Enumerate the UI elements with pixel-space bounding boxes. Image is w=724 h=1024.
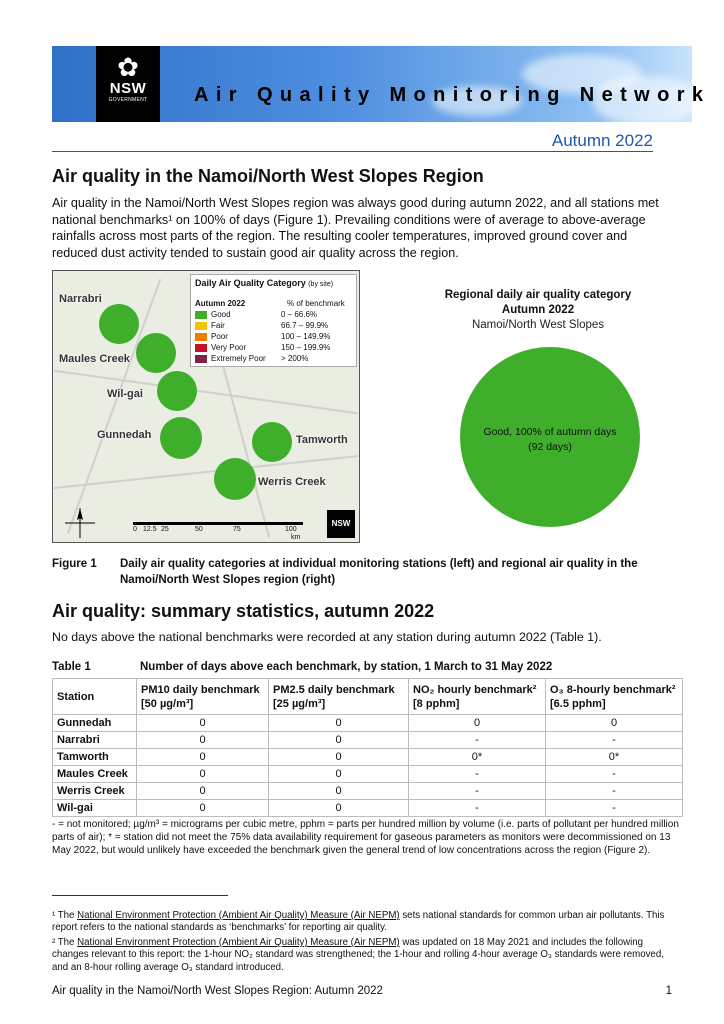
value-cell: 0 <box>137 749 269 766</box>
value-cell: - <box>409 766 546 783</box>
table-row <box>53 766 683 783</box>
station-cell: Gunnedah <box>53 715 137 732</box>
map-nsw-logo: NSW <box>327 510 355 538</box>
nsw-government-logo: ✿ NSW GOVERNMENT <box>96 46 160 122</box>
value-cell: - <box>546 800 683 817</box>
town-label: Wil-gai <box>107 388 143 400</box>
pie-slice-days-label: (92 days) <box>528 441 572 453</box>
table-row <box>53 749 683 766</box>
intro-paragraph: Air quality in the Namoi/North West Slopes region was always good during autumn 2022, and all stations met national benchmarks¹ on 100% of days (Figure 1). Prevailing conditions were of average to above-average rainfalls across most parts of the region. The resulting cooler temperatures, improved ground cover and reduced dust activity tended to sustain good air quality across the region. <box>52 196 659 260</box>
value-cell: 0 <box>269 783 409 800</box>
value-cell: 0* <box>546 749 683 766</box>
pie-slice-label: Good, 100% of autumn days <box>483 426 617 438</box>
legend-row-very-poor: Very Poor 150 – 199.9% <box>195 343 355 353</box>
col-header: PM10 daily benchmark [50 µg/m³] <box>137 679 269 715</box>
value-cell: 0 <box>269 749 409 766</box>
town-label: Werris Creek <box>258 476 326 488</box>
town-label: Narrabri <box>59 293 102 305</box>
town-label: Tamworth <box>296 434 348 446</box>
station-cell: Maules Creek <box>53 766 137 783</box>
map-legend: Daily Air Quality Category (by site) Autumn 2022 % of benchmark Good 0 – 66.6% Fair 66.7 – 99.9% Poor 100 – 149.9% Very Poor 150 – 199.9% Extremely Poor > 200% <box>190 274 357 367</box>
value-cell: 0 <box>409 715 546 732</box>
header-divider <box>52 151 653 152</box>
col-header: O₃ 8-hourly benchmark² [6.5 pphm] <box>546 679 683 715</box>
station-pin-narrabri[interactable] <box>99 304 139 344</box>
regional-pie-chart <box>458 345 642 529</box>
table-caption: Table 1 Number of days above each benchmark, by station, 1 March to 31 May 2022 <box>52 661 553 673</box>
col-header: PM2.5 daily benchmark [25 µg/m³] <box>269 679 409 715</box>
footnote-1: ¹ The National Environment Protection (Ambient Air Quality) Measure (Air NEPM) sets national standards for common urban air pollutants. This report refers to the national standards as ‘benchmarks’ for reporting air quality. <box>52 910 665 934</box>
value-cell: - <box>409 732 546 749</box>
value-cell: 0 <box>269 732 409 749</box>
table-row <box>53 783 683 800</box>
town-label: Maules Creek <box>59 353 130 365</box>
value-cell: 0 <box>546 715 683 732</box>
banner-title: Air Quality Monitoring Network <box>194 84 711 106</box>
value-cell: - <box>409 800 546 817</box>
value-cell: - <box>409 783 546 800</box>
section-heading: Air quality in the Namoi/North West Slopes Region <box>52 166 484 186</box>
value-cell: 0 <box>269 766 409 783</box>
town-label: Gunnedah <box>97 429 152 441</box>
table-header-row <box>53 679 683 715</box>
station-pin-gunnedah[interactable] <box>160 417 202 459</box>
value-cell: 0 <box>137 766 269 783</box>
station-cell: Tamworth <box>53 749 137 766</box>
table-row <box>53 800 683 817</box>
value-cell: 0 <box>137 800 269 817</box>
value-cell: - <box>546 783 683 800</box>
value-cell: 0* <box>409 749 546 766</box>
summary-paragraph: No days above the national benchmarks were recorded at any station during autumn 2022 (Table 1). <box>52 630 602 644</box>
season-label: Autumn 2022 <box>551 131 653 150</box>
col-header: Station <box>53 679 137 715</box>
exceedance-table <box>52 678 683 817</box>
pie-chart-title: Regional daily air quality category Autumn 2022 Namoi/North West Slopes <box>444 289 632 331</box>
station-cell: Werris Creek <box>53 783 137 800</box>
value-cell: 0 <box>269 800 409 817</box>
section-heading: Air quality: summary statistics, autumn 2022 <box>52 601 435 621</box>
value-cell: 0 <box>137 715 269 732</box>
table-row <box>53 715 683 732</box>
north-arrow-icon <box>63 506 97 540</box>
value-cell: - <box>546 766 683 783</box>
air-nepm-link[interactable]: National Environment Protection (Ambient Air Quality) Measure (Air NEPM) <box>77 937 400 948</box>
station-pin-tamworth[interactable] <box>252 422 292 462</box>
value-cell: 0 <box>269 715 409 732</box>
legend-row-good: Good 0 – 66.6% <box>195 310 355 320</box>
footnote-2: ² The National Environment Protection (Ambient Air Quality) Measure (Air NEPM) was updated on 18 May 2021 and includes the following changes relevant to this report: the 1-hour NO₂ standard was strengthened; the 1-hour and rolling 4-hour average O₃ standards were removed, and an 8-hour rolling average O₃ standard introduced. <box>52 937 664 973</box>
air-nepm-link[interactable]: National Environment Protection (Ambient Air Quality) Measure (Air NEPM) <box>77 910 400 921</box>
col-header: NO₂ hourly benchmark² [8 pphm] <box>409 679 546 715</box>
station-pin-maules-creek[interactable] <box>136 333 176 373</box>
value-cell: - <box>546 732 683 749</box>
station-map: Narrabri Maules Creek Wil-gai Gunnedah Tamworth Werris Creek Daily Air Quality Category (by site) Autumn 2022 % of benchmark Good 0 – 66.6% Fair 66.7 – 99.9% Poor 100 – 149.9% Very Poor 150 – 199.9% Extremely Poor > 200% 0 12.5 25 50 75 100 km NSW <box>52 270 360 543</box>
station-cell: Wil-gai <box>53 800 137 817</box>
table-row <box>53 732 683 749</box>
table-notes: - = not monitored; µg/m³ = micrograms per cubic metre, pphm = parts per hundred million by volume (i.e. parts of pollutant per hundred million parts of air); * = station did not meet the 75% data availability requirement for gaseous parameters as monitors were decommissioned on 13 May 2022, but would unlikely have exceeded the benchmark given the general trend of low concentrations across the region (Figure 2). <box>52 819 679 856</box>
legend-row-extremely-poor: Extremely Poor > 200% <box>195 354 355 364</box>
page-number: 1 <box>665 985 672 997</box>
legend-row-fair: Fair 66.7 – 99.9% <box>195 321 355 331</box>
footnote-divider <box>52 895 228 896</box>
station-pin-werris-creek[interactable] <box>214 458 256 500</box>
page-footer: Air quality in the Namoi/North West Slopes Region: Autumn 2022 <box>52 985 383 997</box>
station-pin-wil-gai[interactable] <box>157 371 197 411</box>
waratah-icon: ✿ <box>117 52 139 82</box>
value-cell: 0 <box>137 732 269 749</box>
value-cell: 0 <box>137 783 269 800</box>
station-cell: Narrabri <box>53 732 137 749</box>
legend-row-poor: Poor 100 – 149.9% <box>195 332 355 342</box>
